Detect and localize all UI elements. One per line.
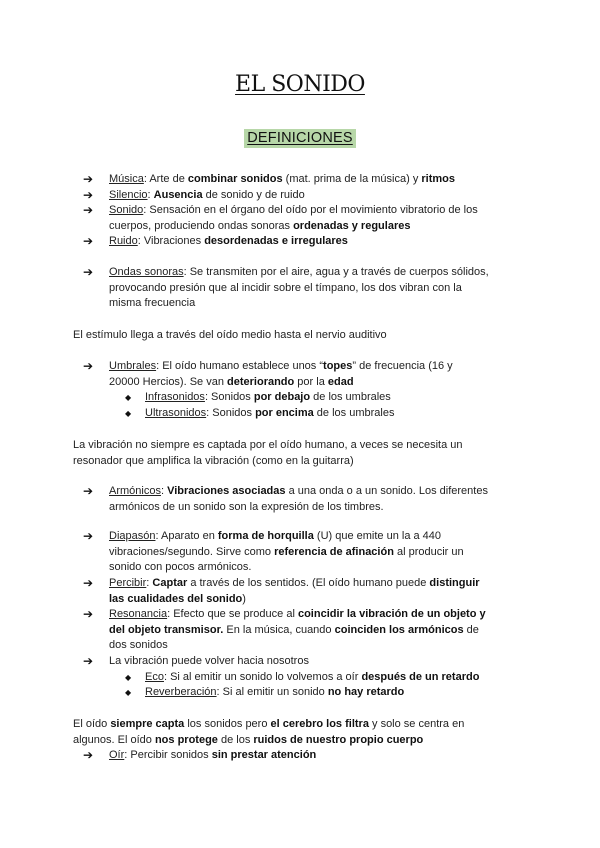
text: cuerpos, produciendo ondas sonoras <box>109 219 294 232</box>
term-diapason: Diapasón <box>109 530 156 542</box>
term-oir: Oír <box>109 749 125 761</box>
text: vibraciones/segundo. Sirve como <box>109 545 275 558</box>
text: : Sensación en el órgano del oído por el movimiento vibratorio de los <box>143 204 478 216</box>
diamond-bullet-icon: ◆ <box>125 393 132 402</box>
term-percibir: Percibir <box>109 577 147 589</box>
text: En la música, cuando <box>223 623 335 636</box>
term-eco: Eco <box>145 671 164 683</box>
bold-text: las cualidades del sonido <box>109 592 243 605</box>
bullet-resonancia <box>109 607 486 654</box>
paragraph-estimulo: El estímulo llega a través del oído medio hasta el nervio auditivo <box>73 329 387 341</box>
bold-text: desordenadas e irregulares <box>204 235 348 247</box>
bold-text: referencia de afinación <box>274 545 394 558</box>
diamond-bullet-icon: ◆ <box>125 673 132 682</box>
subbullet-ultrasonidos <box>145 406 394 422</box>
text: provocando presión que al incidir sobre el tímpano, los dos vibran con la <box>109 281 462 294</box>
term-reverberacion: Reverberación <box>145 686 217 698</box>
arrow-bullet-icon: ➔ <box>83 748 94 762</box>
arrow-bullet-icon: ➔ <box>83 484 94 498</box>
bold-text: ritmos <box>421 173 456 185</box>
term-resonancia: Resonancia <box>109 608 168 620</box>
bold-text: distinguir <box>429 577 480 589</box>
section-heading: DEFINICIONES <box>244 129 356 148</box>
text: sonido con pocos armónicos. <box>109 561 252 574</box>
bold-text: después de un retardo <box>361 671 480 683</box>
bold-text: edad <box>327 375 354 388</box>
text: : Se transmiten por el aire, agua y a través de cuerpos sólidos, <box>183 266 489 278</box>
arrow-bullet-icon: ➔ <box>83 607 94 621</box>
diamond-bullet-icon: ◆ <box>125 688 132 697</box>
term-armonicos: Armónicos <box>109 485 161 497</box>
text: de <box>463 623 479 636</box>
text: : El oído humano establece unos “ <box>156 360 324 372</box>
bullet-oir <box>109 748 316 764</box>
bold-text: forma de horquilla <box>217 530 314 542</box>
text: : Sonidos <box>206 407 256 419</box>
subtitle-wrap <box>0 129 600 148</box>
term-umbrales: Umbrales <box>109 360 157 372</box>
term-ondas-sonoras: Ondas sonoras <box>109 266 184 278</box>
arrow-bullet-icon: ➔ <box>83 172 94 186</box>
bullet-armonicos <box>109 484 488 515</box>
bold-text: no hay retardo <box>327 686 405 698</box>
bold-text: topes <box>323 360 353 372</box>
text: : Percibir sonidos <box>124 749 212 761</box>
text: La vibración puede volver hacia nosotros <box>109 655 309 667</box>
text: El oído <box>73 718 111 730</box>
text: de sonido y de ruido <box>202 189 305 201</box>
subbullet-reverberacion <box>145 685 404 701</box>
term-infrasonidos: Infrasonidos <box>145 391 205 403</box>
text: : <box>147 189 154 201</box>
bullet-diapason <box>109 529 464 576</box>
bold-text: ruidos de nuestro propio cuerpo <box>253 734 424 747</box>
term-sonido: Sonido <box>109 204 144 216</box>
bold-text: sin prestar atención <box>211 749 317 761</box>
text: armónicos de un sonido son la expresión de los timbres. <box>109 500 384 513</box>
term-ultrasonidos: Ultrasonidos <box>145 407 207 419</box>
bullet-vibracion-vuelve <box>109 654 309 670</box>
text: : Aparato en <box>155 530 218 542</box>
arrow-bullet-icon: ➔ <box>83 203 94 217</box>
text: (U) que emite un la a 440 <box>313 530 442 542</box>
text: La vibración no siempre es captada por el oído humano, a veces se necesita un <box>73 439 463 451</box>
term-musica: Música <box>109 173 144 185</box>
bold-text: Vibraciones asociadas <box>167 485 286 497</box>
text: 20000 Hercios). Se van <box>109 375 228 388</box>
bold-text: el cerebro los filtra <box>270 718 369 730</box>
bold-text: coincidir la vibración de un objeto y <box>297 608 486 620</box>
bold-text: Captar <box>152 577 188 589</box>
subbullet-eco <box>145 670 479 686</box>
text: ” de frecuencia (16 y <box>352 360 453 372</box>
bold-text: combinar sonidos <box>187 173 283 185</box>
subbullet-infrasonidos <box>145 390 391 406</box>
text: : Sonidos <box>204 391 254 403</box>
bold-text: deteriorando <box>227 375 295 388</box>
text: de los umbrales <box>313 407 395 419</box>
text: a una onda o a un sonido. Los diferentes <box>285 485 488 497</box>
text: : Si al emitir un sonido <box>216 686 328 698</box>
text: al producir un <box>393 545 464 558</box>
arrow-bullet-icon: ➔ <box>83 188 94 202</box>
term-silencio: Silencio <box>109 189 148 201</box>
bold-text: del objeto transmisor. <box>109 623 224 636</box>
text: de los umbrales <box>310 391 391 403</box>
bullet-ondas-sonoras <box>109 265 489 312</box>
text: : Efecto que se produce al <box>167 608 298 620</box>
arrow-bullet-icon: ➔ <box>83 529 94 543</box>
bold-text: coinciden los armónicos <box>334 623 464 636</box>
text: ) <box>242 592 246 605</box>
bold-text: ordenadas y regulares <box>293 219 411 232</box>
bullet-percibir <box>109 576 480 607</box>
bullet-ruido <box>109 234 348 250</box>
text: algunos. El oído <box>73 734 155 747</box>
text: a través de los sentidos. (El oído humano puede <box>187 577 430 589</box>
text: : Vibraciones <box>137 235 205 247</box>
bold-text: nos protege <box>154 734 218 747</box>
diamond-bullet-icon: ◆ <box>125 409 132 418</box>
bold-text: Ausencia <box>153 189 203 201</box>
page-title: EL SONIDO <box>235 72 365 97</box>
bold-text: por encima <box>255 407 314 419</box>
text: : <box>146 577 153 589</box>
bullet-sonido <box>109 203 478 234</box>
bullet-umbrales <box>109 359 453 390</box>
term-ruido: Ruido <box>109 235 138 247</box>
text: : Si al emitir un sonido lo volvemos a oír <box>163 671 362 683</box>
bold-text: por debajo <box>253 391 311 403</box>
arrow-bullet-icon: ➔ <box>83 265 94 279</box>
paragraph-vibracion <box>73 437 463 469</box>
text: los sonidos pero <box>184 718 271 730</box>
paragraph-oido <box>73 716 464 748</box>
bullet-silencio <box>109 188 305 204</box>
arrow-bullet-icon: ➔ <box>83 576 94 590</box>
arrow-bullet-icon: ➔ <box>83 359 94 373</box>
text: resonador que amplifica la vibración (como en la guitarra) <box>73 455 354 468</box>
bold-text: siempre capta <box>110 718 185 730</box>
text: : <box>160 485 168 497</box>
text: por la <box>294 375 328 388</box>
text: de los <box>217 734 254 747</box>
text: y solo se centra en <box>368 718 465 730</box>
arrow-bullet-icon: ➔ <box>83 234 94 248</box>
text: misma frecuencia <box>109 297 196 310</box>
text: : Arte de <box>143 173 188 185</box>
bullet-musica <box>109 172 455 188</box>
arrow-bullet-icon: ➔ <box>83 654 94 668</box>
text: (mat. prima de la música) y <box>282 173 422 185</box>
text: dos sonidos <box>109 639 168 652</box>
